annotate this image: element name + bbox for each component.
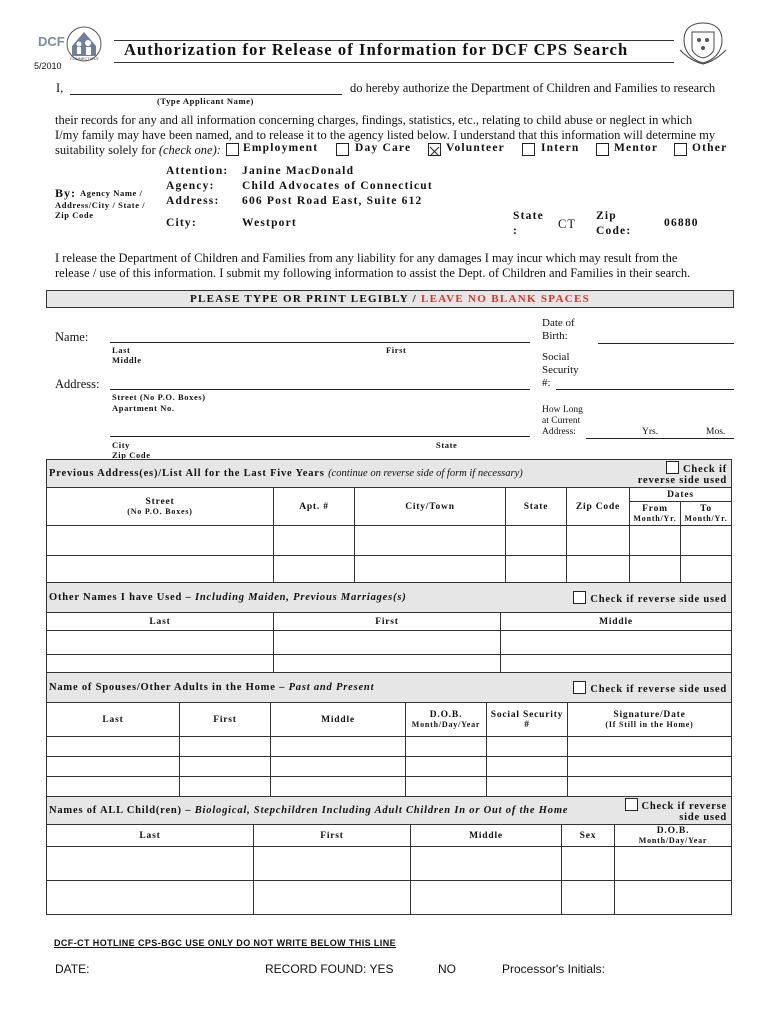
ssn-label-3: #: xyxy=(542,377,551,389)
option-volunteer-label: Volunteer xyxy=(446,142,505,154)
by-caption-2: Address/City / State / xyxy=(55,200,146,210)
prev-addr-reverse[interactable] xyxy=(630,460,732,488)
col-ch-dob-sub: Month/Day/Year xyxy=(638,835,708,845)
zip-caption: Zip Code xyxy=(112,450,151,460)
agency-label: Agency: xyxy=(166,180,215,192)
option-other-label: Other xyxy=(692,142,728,154)
page-title: Authorization for Release of Information for DCF CPS Search xyxy=(124,40,629,59)
ssn-label-1: Social xyxy=(542,351,570,363)
dob-label-1: Date of xyxy=(542,317,575,329)
ssn-field[interactable] xyxy=(556,376,734,390)
street-caption: Street (No P.O. Boxes) xyxy=(112,392,206,402)
form-date: 5/2010 xyxy=(34,61,62,71)
address-label-applicant: Address: xyxy=(55,377,100,391)
table-row[interactable] xyxy=(47,757,732,777)
option-day-care-label: Day Care xyxy=(355,142,412,154)
howlong-label-3: Address: xyxy=(542,427,576,437)
release-line2: release / use of this information. I submit my following information to assist the Dept. of Children and Families in their search. xyxy=(55,266,691,280)
title-underline xyxy=(114,62,674,63)
logo-subtext: CONNECTICUT xyxy=(70,56,100,61)
col-sp-last: Last xyxy=(47,703,180,737)
col-sp-sig-label: Signature/Date xyxy=(613,709,686,720)
prev-addr-header xyxy=(47,460,630,488)
auth-paragraph-line1: their records for any and all information concerning charges, findings, statistics, etc., relating to child abuse or neglect in which xyxy=(55,113,693,127)
checkbox-icon[interactable] xyxy=(666,461,679,474)
spouses-italic: Past and Present xyxy=(288,682,375,693)
banner xyxy=(46,290,734,308)
auth-paragraph-line2: I/my family may have been named, and to release it to the agency listed below. I understand that this information will determine my xyxy=(55,128,716,142)
name-last-caption: Last xyxy=(112,345,131,355)
address-value: 606 Post Road East, Suite 612 xyxy=(242,195,423,207)
attention-label: Attention: xyxy=(166,165,229,177)
agency-value: Child Advocates of Connecticut xyxy=(242,180,433,192)
by-caption-1: Agency Name / xyxy=(80,188,143,198)
dob-label-2: Birth: xyxy=(542,330,568,342)
name-first-caption: First xyxy=(386,345,407,355)
checkbox-icon[interactable] xyxy=(573,681,586,694)
name-label: Name: xyxy=(55,330,89,344)
table-row[interactable] xyxy=(47,631,732,655)
option-mentor-label: Mentor xyxy=(614,142,659,154)
table-row[interactable] xyxy=(47,737,732,757)
howlong-label-2: at Current xyxy=(542,416,581,426)
prev-addr-reverse-label: Check if reverse side used xyxy=(637,464,727,486)
dob-field[interactable] xyxy=(598,330,734,344)
checkbox-mentor[interactable] xyxy=(596,143,609,156)
col-sp-first: First xyxy=(180,703,271,737)
state-label-1: State xyxy=(513,210,544,222)
check-one-text: (check one): xyxy=(158,143,221,157)
col-to xyxy=(681,502,732,526)
col-other-middle: Middle xyxy=(501,613,732,631)
checkbox-other[interactable] xyxy=(674,143,687,156)
spouses-header: Name of Spouses/Other Adults in the Home – Past and Present xyxy=(47,673,568,703)
state-label-2: : xyxy=(513,225,519,237)
col-sp-sig-sub: (If Still in the Home) xyxy=(605,719,694,729)
other-names-table xyxy=(46,582,732,679)
other-names-reverse-label: Check if reverse side used xyxy=(590,593,727,605)
hotline-notice: DCF-CT HOTLINE CPS-BGC USE ONLY DO NOT WRITE BELOW THIS LINE xyxy=(54,938,397,948)
spouses-reverse-label: Check if reverse side used xyxy=(590,683,727,695)
i-prefix: I, xyxy=(56,81,64,95)
col-city: City/Town xyxy=(355,488,506,526)
release-line1: I release the Department of Children and Families from any liability for any damages I may incur which may result from the xyxy=(55,251,678,265)
col-street-label: Street xyxy=(145,496,175,507)
spouses-table xyxy=(46,672,732,797)
other-names-italic: Including Maiden, Previous Marriages(s) xyxy=(195,592,407,603)
checkbox-icon[interactable] xyxy=(573,591,586,604)
authorize-suffix: do hereby authorize the Department of Children and Families to research xyxy=(350,81,716,95)
children-header: Names of ALL Child(ren) – Biological, Stepchildren Including Adult Children In or Out of the Home xyxy=(47,797,615,825)
option-employment-label: Employment xyxy=(243,142,319,154)
footer-processor: Processor's Initials: xyxy=(502,962,605,976)
table-row[interactable] xyxy=(47,556,732,586)
prev-addr-note: (continue on reverse side of form if necessary) xyxy=(328,468,523,479)
by-caption-3: Zip Code xyxy=(55,210,94,220)
option-intern-label: Intern xyxy=(541,142,580,154)
col-to-label: To xyxy=(700,503,712,514)
col-ch-last: Last xyxy=(47,825,254,847)
col-sp-dob-label: D.O.B. xyxy=(429,709,463,720)
col-ch-sex: Sex xyxy=(562,825,615,847)
children-title: Names of ALL Child(ren) xyxy=(49,805,182,816)
col-sp-dob-sub: Month/Day/Year xyxy=(411,719,481,729)
yrs-caption: Yrs. xyxy=(642,427,659,437)
col-sp-sig xyxy=(568,703,732,737)
address-label: Address: xyxy=(166,195,220,207)
checkbox-day-care[interactable] xyxy=(336,143,349,156)
banner-left: PLEASE TYPE OR PRINT LEGIBLY / xyxy=(189,293,417,305)
footer-no: NO xyxy=(438,962,456,976)
mos-caption: Mos. xyxy=(706,427,726,437)
other-names-title: Other Names I have Used xyxy=(49,592,183,603)
city-state-field[interactable] xyxy=(110,424,530,437)
col-street xyxy=(47,488,274,526)
state-caption: State xyxy=(436,440,458,450)
col-ch-middle: Middle xyxy=(411,825,562,847)
city-label: City: xyxy=(166,217,197,229)
auth-paragraph-line3 xyxy=(55,143,221,158)
col-sp-dob xyxy=(406,703,487,737)
children-reverse[interactable] xyxy=(615,797,732,825)
spouses-reverse[interactable] xyxy=(568,673,732,703)
col-state: State xyxy=(506,488,567,526)
applicant-name-field[interactable] xyxy=(70,80,342,95)
ssn-label-2: Security xyxy=(542,364,579,376)
col-ch-dob-label: D.O.B. xyxy=(656,825,690,836)
col-sp-ssn: Social Security # xyxy=(487,703,568,737)
col-ch-first: First xyxy=(254,825,411,847)
col-zip: Zip Code xyxy=(567,488,630,526)
checked-box-icon[interactable] xyxy=(428,143,441,156)
col-from xyxy=(630,502,681,526)
zip-label-2: Code: xyxy=(596,225,632,237)
col-from-label: From xyxy=(642,503,668,514)
children-table xyxy=(46,796,732,915)
footer-date: DATE: xyxy=(55,962,90,976)
col-apt: Apt. # xyxy=(274,488,355,526)
other-names-reverse[interactable] xyxy=(501,583,732,613)
address-field[interactable] xyxy=(110,376,530,390)
checkbox-intern[interactable] xyxy=(522,143,535,156)
col-sp-middle: Middle xyxy=(271,703,406,737)
zip-label-1: Zip xyxy=(596,210,617,222)
children-italic: Biological, Stepchildren Including Adult Children In or Out of the Home xyxy=(194,805,569,816)
spouses-title: Name of Spouses/Other Adults in the Home xyxy=(49,682,276,693)
table-row[interactable] xyxy=(47,881,732,915)
table-row[interactable] xyxy=(47,777,732,797)
col-dates: Dates xyxy=(630,488,732,502)
state-value: CT xyxy=(558,217,576,231)
logo-text: DCF xyxy=(38,34,65,49)
col-street-sub: (No P.O. Boxes) xyxy=(127,506,193,516)
howlong-label-1: How Long xyxy=(542,405,583,415)
col-from-sub: Month/Yr. xyxy=(633,513,677,523)
col-other-first: First xyxy=(274,613,501,631)
applicant-caption: (Type Applicant Name) xyxy=(157,96,254,106)
other-names-header: Other Names I have Used – Including Maiden, Previous Marriages(s) xyxy=(47,583,501,613)
col-to-sub: Month/Yr. xyxy=(684,513,728,523)
children-reverse-label: Check if reverse side used xyxy=(641,801,727,823)
name-field[interactable] xyxy=(110,328,530,343)
prev-addr-title: Previous Address(es)/List All for the Last Five Years xyxy=(49,468,325,479)
table-row[interactable] xyxy=(47,847,732,881)
col-other-last: Last xyxy=(47,613,274,631)
previous-addresses-table xyxy=(46,459,732,586)
x-mark-icon xyxy=(429,146,440,157)
city-caption: City xyxy=(112,440,130,450)
by-label: By: xyxy=(55,186,76,200)
banner-right: LEAVE NO BLANK SPACES xyxy=(421,293,591,305)
connecticut-seal-icon xyxy=(678,20,728,66)
col-ch-dob xyxy=(615,825,732,847)
city-value: Westport xyxy=(242,217,297,229)
checkbox-icon[interactable] xyxy=(625,798,638,811)
attention-value: Janine MacDonald xyxy=(242,165,355,177)
checkbox-employment[interactable] xyxy=(226,143,239,156)
footer-record: RECORD FOUND: YES xyxy=(265,962,394,976)
name-middle-caption: Middle xyxy=(112,355,142,365)
apartment-caption: Apartment No. xyxy=(112,403,175,413)
zip-value: 06880 xyxy=(664,217,699,229)
suitability-text: suitability solely for xyxy=(55,143,156,157)
table-row[interactable] xyxy=(47,526,732,556)
